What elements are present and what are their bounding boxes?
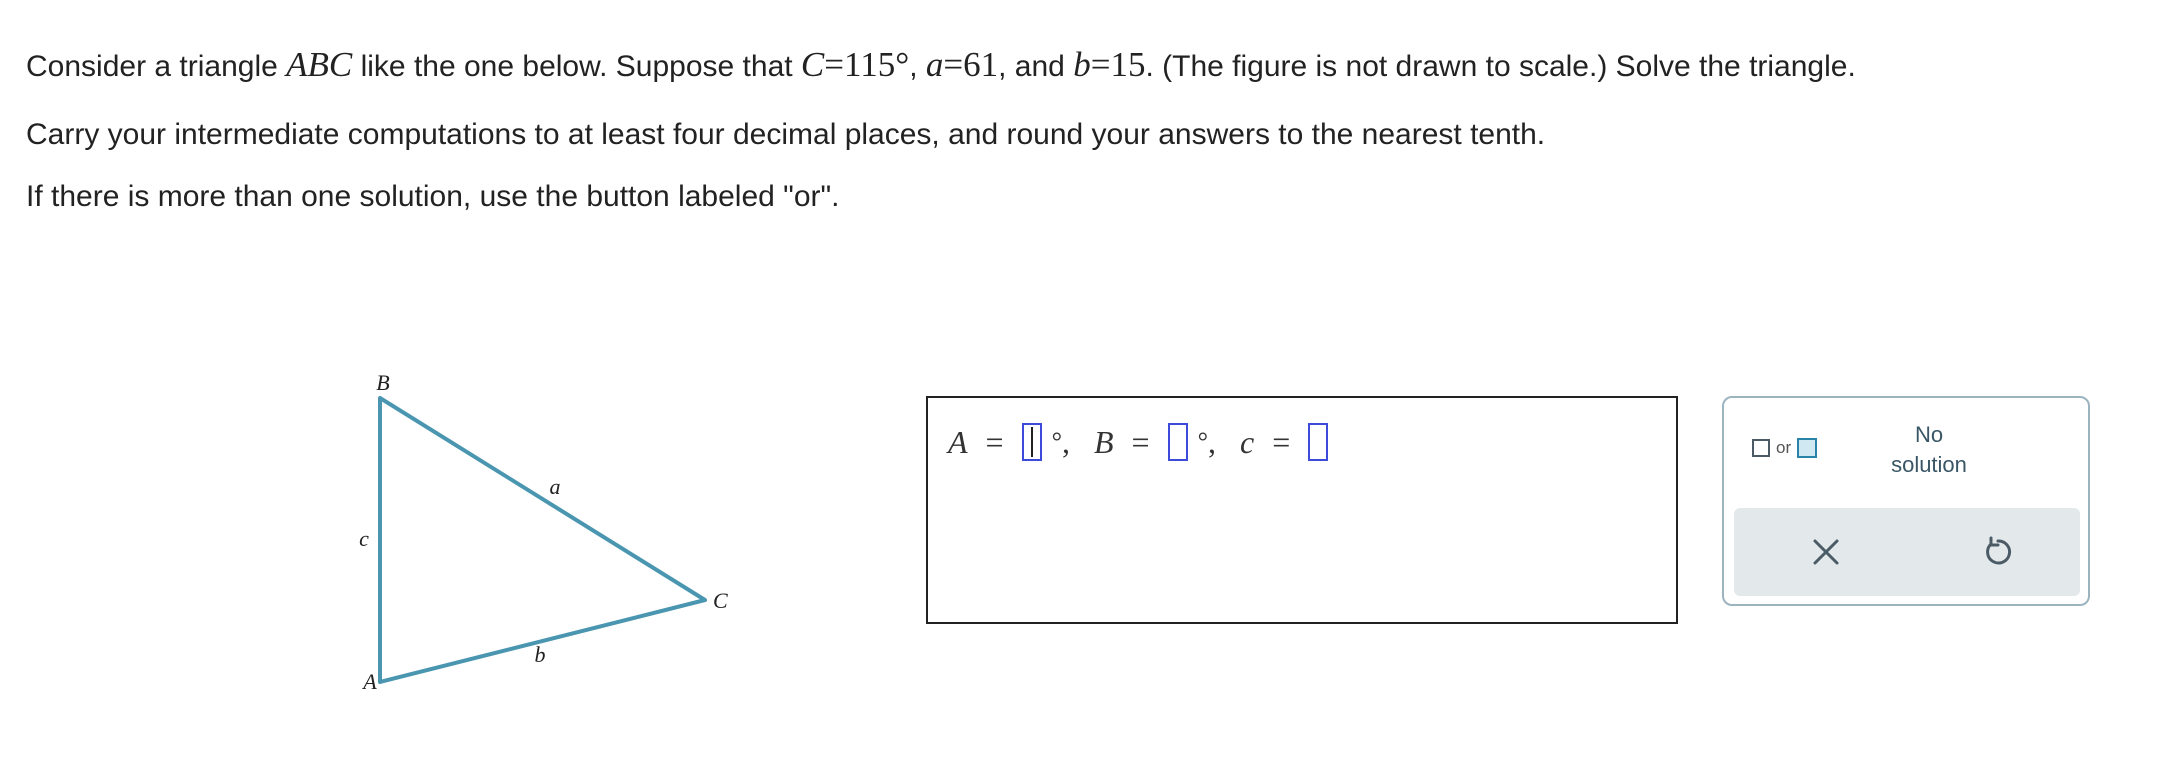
prompt-text: . (The figure is not drawn to scale.) Solve the triangle.	[1145, 50, 1856, 83]
filled-box-icon	[1797, 438, 1817, 458]
side-c-answer-label: c	[1240, 423, 1255, 460]
side-c-label: c	[359, 526, 369, 551]
vertex-c-label: C	[713, 588, 728, 613]
triangle-figure	[340, 360, 740, 700]
equals-sign: =	[985, 423, 1004, 460]
answer-area	[926, 396, 1678, 624]
no-solution-button[interactable]	[1854, 420, 2004, 480]
vertex-b-label: B	[376, 370, 390, 395]
equals-sign: =	[1131, 423, 1150, 460]
no-solution-label: solution	[1891, 452, 1967, 477]
comma: ,	[1062, 423, 1070, 460]
empty-box-icon	[1752, 439, 1770, 457]
or-label: or	[1776, 438, 1792, 457]
prompt-text: Consider a triangle	[26, 50, 287, 83]
angle-b-input[interactable]	[1168, 423, 1188, 461]
undo-button[interactable]	[1974, 528, 2022, 576]
angle-b-label: B	[1094, 423, 1114, 460]
problem-statement	[26, 45, 1856, 87]
action-tray	[1734, 508, 2080, 596]
side-c-input[interactable]	[1308, 423, 1328, 461]
answer-tools-panel	[1722, 396, 2090, 606]
angle-c-var: C	[800, 45, 825, 84]
separator: , and	[998, 50, 1074, 83]
no-solution-label: No	[1914, 422, 1944, 447]
prompt-text: like the one below. Suppose that	[352, 50, 801, 83]
degree-symbol: °	[1197, 427, 1208, 456]
triangle-name: ABC	[286, 45, 353, 84]
or-instruction: If there is more than one solution, use the button labeled "or".	[26, 180, 840, 213]
equals-sign: =	[1272, 423, 1291, 460]
comma: ,	[1208, 423, 1216, 460]
clear-button[interactable]	[1802, 528, 1850, 576]
side-a-label: a	[549, 474, 561, 499]
undo-icon	[1981, 535, 2015, 569]
answer-row	[948, 418, 1328, 466]
or-button[interactable]	[1752, 438, 1817, 458]
angle-a-input[interactable]	[1022, 423, 1042, 461]
degree-symbol: °	[1051, 427, 1062, 456]
close-icon	[1811, 537, 1841, 567]
side-b-var: b	[1073, 45, 1091, 84]
angle-c-value: =115°	[824, 45, 910, 84]
side-a-value: =61	[943, 45, 999, 84]
angle-a-label: A	[948, 423, 968, 460]
side-b-label: b	[534, 642, 546, 667]
side-a-var: a	[925, 45, 944, 84]
separator: ,	[909, 50, 926, 83]
side-b-value: =15	[1090, 45, 1146, 84]
vertex-a-label: A	[363, 669, 377, 694]
triangle-shape	[380, 398, 705, 682]
rounding-instruction: Carry your intermediate computations to at least four decimal places, and round your answers to the nearest tenth.	[26, 118, 1546, 151]
